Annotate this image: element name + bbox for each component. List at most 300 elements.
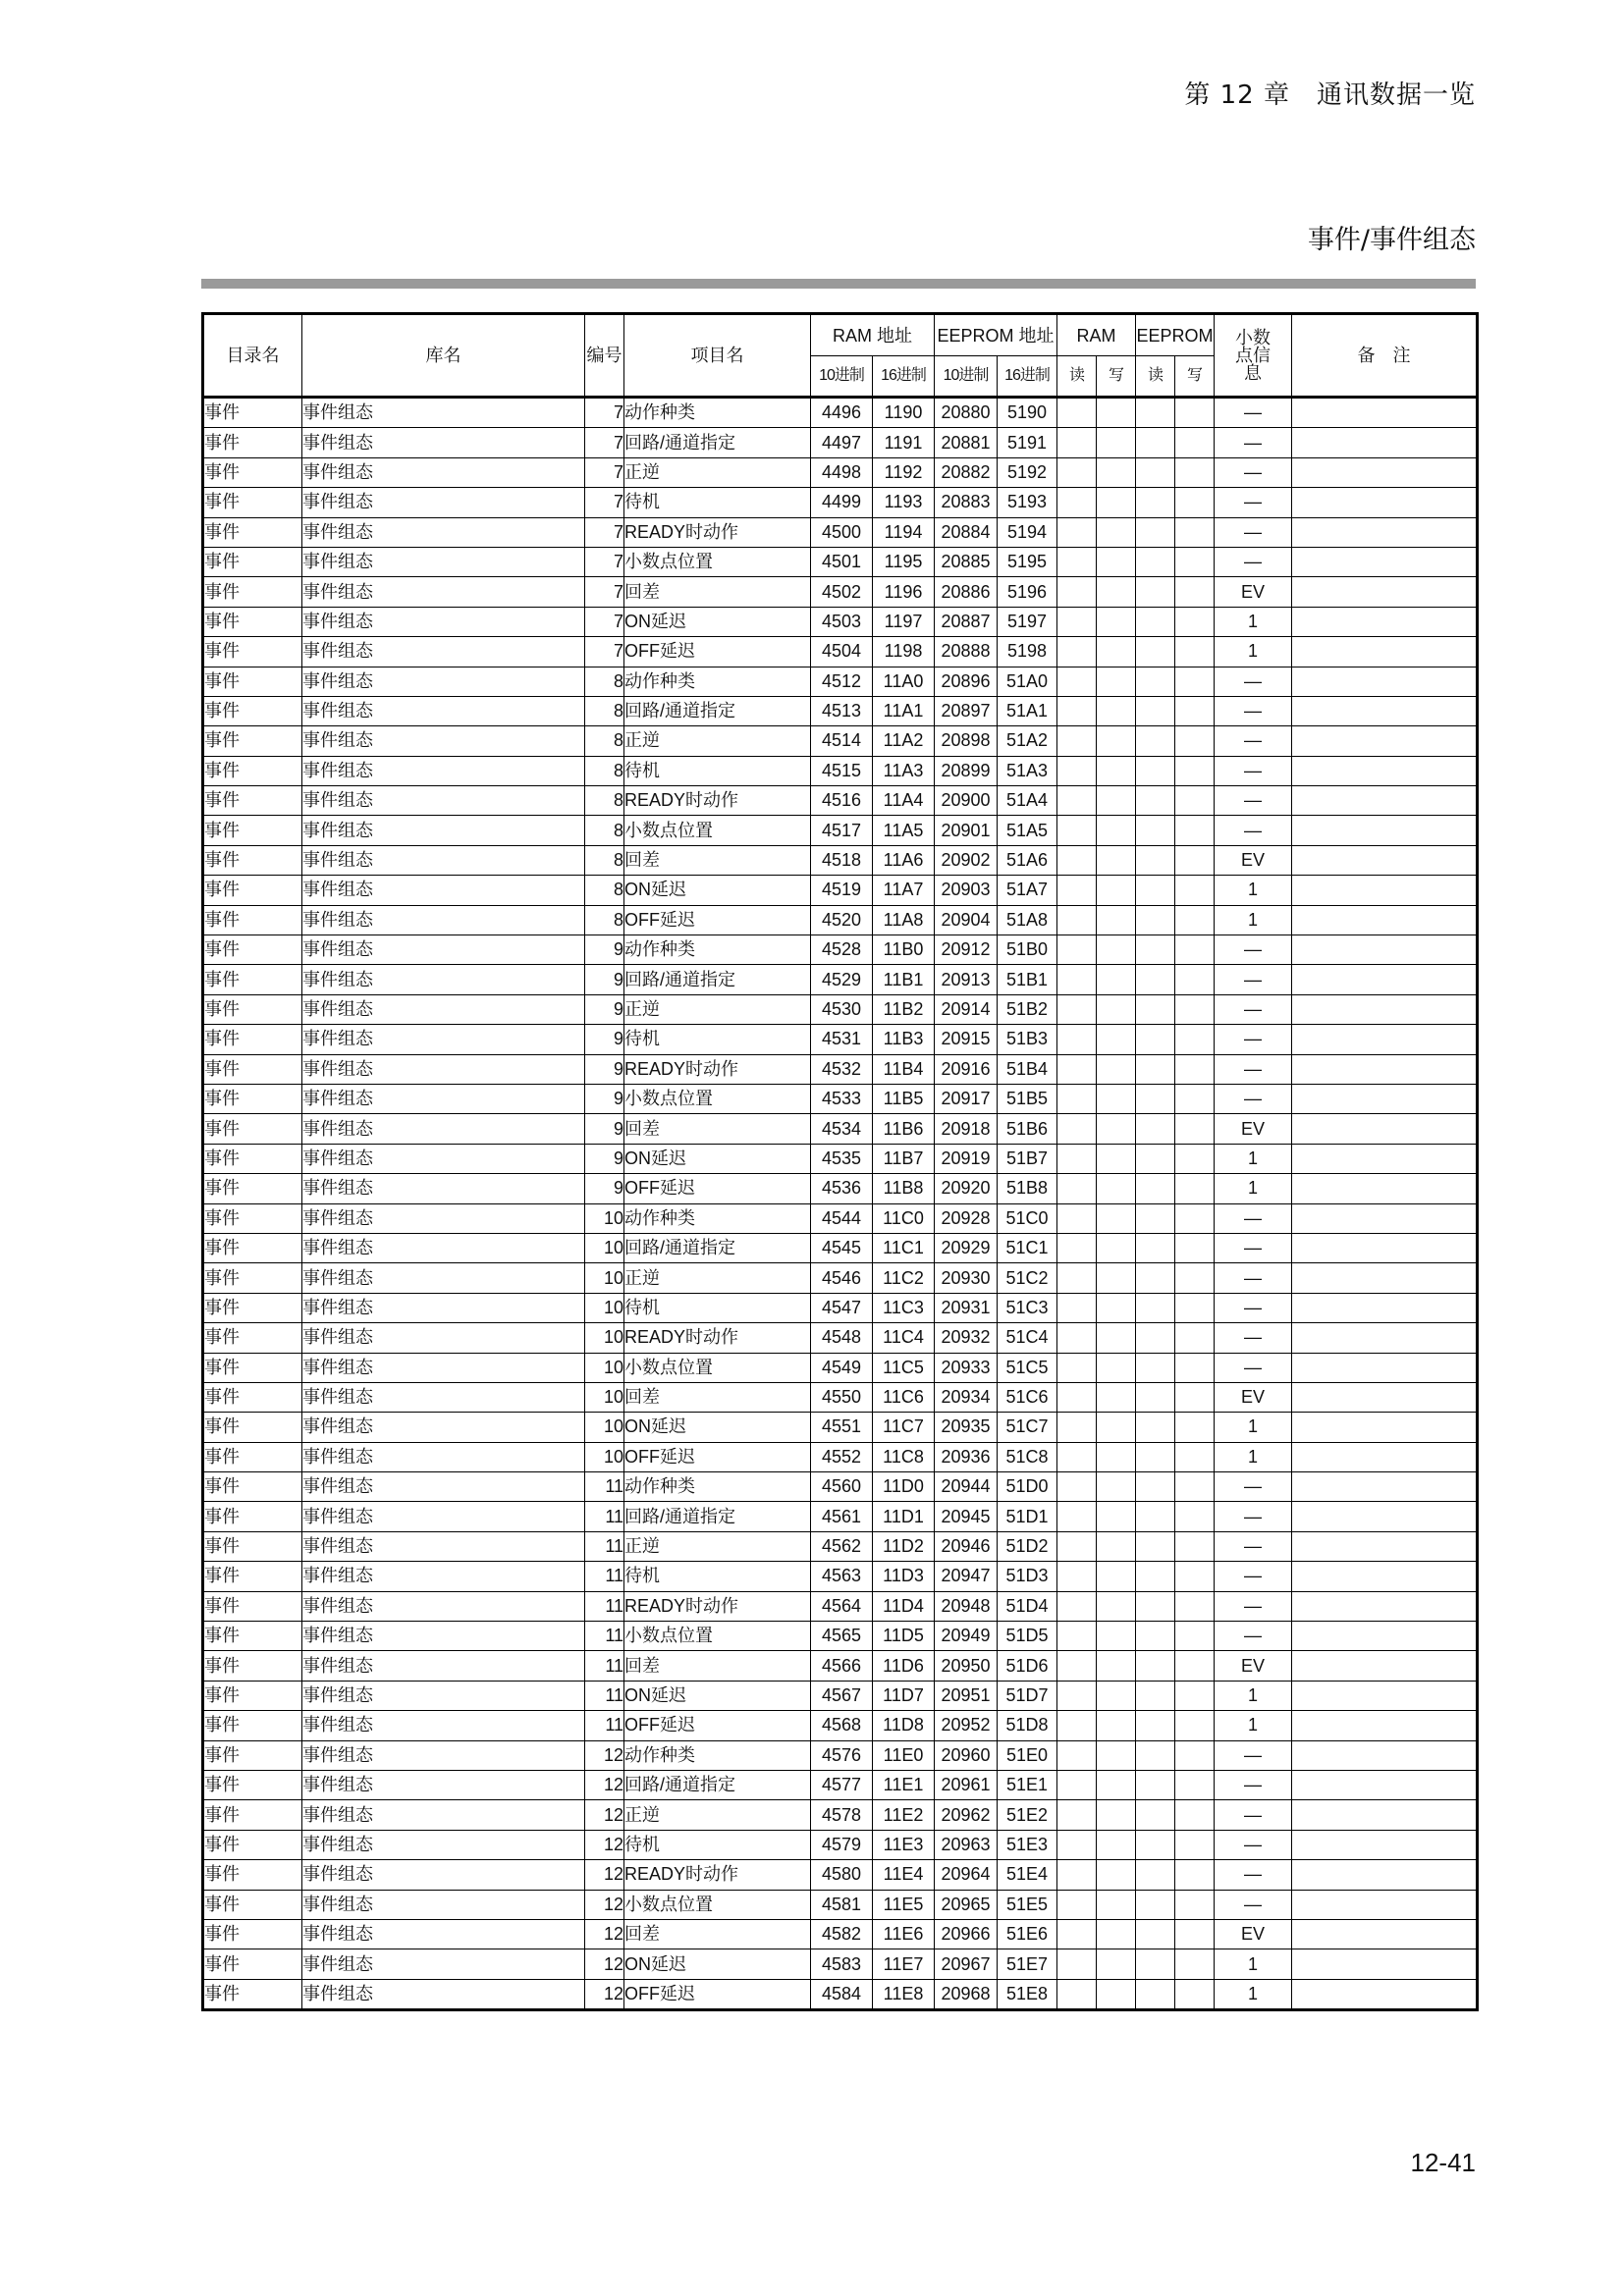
cell-eeprom-write [1175,965,1215,994]
cell-eeprom-hex: 5195 [998,547,1057,576]
cell-eeprom-hex: 5197 [998,607,1057,636]
cell-eeprom-hex: 51C5 [998,1353,1057,1382]
cell-decimal-info: — [1215,1770,1292,1799]
cell-ram-write [1097,935,1136,965]
cell-eeprom-write [1175,1979,1215,2009]
cell-ram-write [1097,1622,1136,1651]
cell-ram-hex: 11E2 [873,1800,935,1830]
cell-decimal-info: — [1215,816,1292,845]
cell-eeprom-write [1175,1174,1215,1203]
cell-number: 7 [585,577,624,607]
cell-ram-hex: 11B5 [873,1084,935,1113]
cell-eeprom-read [1136,1293,1175,1322]
cell-number: 12 [585,1770,624,1799]
cell-eeprom-write [1175,1800,1215,1830]
header-ram-address: RAM 地址 [811,314,935,356]
cell-ram-write [1097,876,1136,905]
cell-ram-dec: 4566 [811,1651,873,1681]
cell-eeprom-read [1136,1979,1175,2009]
cell-eeprom-read [1136,637,1175,667]
cell-ram-dec: 4528 [811,935,873,965]
cell-catalog: 事件 [203,1770,302,1799]
cell-ram-write [1097,577,1136,607]
cell-library: 事件组态 [302,876,585,905]
cell-ram-dec: 4584 [811,1979,873,2009]
cell-eeprom-hex: 51A1 [998,696,1057,725]
cell-eeprom-hex: 51A3 [998,756,1057,785]
cell-library: 事件组态 [302,1114,585,1144]
cell-eeprom-hex: 51B8 [998,1174,1057,1203]
cell-eeprom-dec: 20902 [935,845,998,875]
cell-eeprom-write [1175,1442,1215,1471]
cell-ram-write [1097,1890,1136,1919]
cell-ram-read [1057,547,1097,576]
cell-library: 事件组态 [302,1770,585,1799]
cell-remarks [1292,1979,1478,2009]
cell-item: 回路/通道指定 [624,1502,811,1531]
cell-eeprom-write [1175,1502,1215,1531]
table-row [203,607,1478,636]
cell-decimal-info: — [1215,1562,1292,1591]
cell-eeprom-write [1175,1054,1215,1084]
cell-eeprom-write [1175,577,1215,607]
cell-ram-dec: 4520 [811,905,873,934]
cell-ram-read [1057,1531,1097,1561]
cell-item: 回路/通道指定 [624,696,811,725]
cell-eeprom-hex: 51E0 [998,1740,1057,1770]
cell-ram-dec: 4518 [811,845,873,875]
cell-catalog: 事件 [203,1979,302,2009]
cell-ram-write [1097,1949,1136,1979]
cell-eeprom-write [1175,667,1215,696]
cell-eeprom-write [1175,1233,1215,1262]
cell-ram-read [1057,726,1097,756]
cell-eeprom-dec: 20931 [935,1293,998,1322]
cell-item: OFF延迟 [624,1711,811,1740]
cell-ram-read [1057,667,1097,696]
cell-eeprom-write [1175,1890,1215,1919]
cell-eeprom-dec: 20913 [935,965,998,994]
cell-ram-read [1057,1622,1097,1651]
cell-ram-dec: 4567 [811,1681,873,1710]
cell-item: 回路/通道指定 [624,428,811,457]
cell-ram-read [1057,1025,1097,1054]
cell-eeprom-write [1175,1949,1215,1979]
cell-item: READY时动作 [624,1054,811,1084]
cell-catalog: 事件 [203,1263,302,1293]
table-row [203,1472,1478,1502]
cell-library: 事件组态 [302,756,585,785]
cell-item: 动作种类 [624,667,811,696]
cell-remarks [1292,488,1478,517]
cell-item: 回差 [624,1919,811,1949]
cell-eeprom-hex: 51E1 [998,1770,1057,1799]
cell-item: 动作种类 [624,1740,811,1770]
cell-library: 事件组态 [302,935,585,965]
cell-remarks [1292,457,1478,487]
cell-ram-hex: 11B6 [873,1114,935,1144]
cell-ram-read [1057,1233,1097,1262]
cell-ram-write [1097,1323,1136,1353]
cell-eeprom-dec: 20920 [935,1174,998,1203]
cell-catalog: 事件 [203,756,302,785]
cell-ram-hex: 11C7 [873,1413,935,1442]
table-row [203,756,1478,785]
cell-catalog: 事件 [203,607,302,636]
cell-item: 待机 [624,488,811,517]
cell-remarks [1292,1651,1478,1681]
cell-decimal-info: — [1215,965,1292,994]
cell-number: 11 [585,1591,624,1621]
cell-number: 10 [585,1353,624,1382]
header-ram-dec: 10进制 [811,356,873,398]
cell-eeprom-write [1175,1144,1215,1173]
cell-eeprom-hex: 51C0 [998,1203,1057,1233]
cell-library: 事件组态 [302,1979,585,2009]
cell-ram-hex: 11E7 [873,1949,935,1979]
cell-eeprom-write [1175,1681,1215,1710]
cell-ram-dec: 4565 [811,1622,873,1651]
table-row [203,1025,1478,1054]
cell-remarks [1292,1800,1478,1830]
cell-ram-dec: 4516 [811,786,873,816]
cell-eeprom-hex: 51D7 [998,1681,1057,1710]
cell-eeprom-read [1136,1382,1175,1412]
table-row [203,1203,1478,1233]
cell-library: 事件组态 [302,428,585,457]
cell-item: 小数点位置 [624,1890,811,1919]
cell-catalog: 事件 [203,1531,302,1561]
cell-remarks [1292,816,1478,845]
cell-item: OFF延迟 [624,637,811,667]
cell-ram-read [1057,1919,1097,1949]
cell-item: 待机 [624,1025,811,1054]
cell-decimal-info: — [1215,935,1292,965]
cell-ram-read [1057,1054,1097,1084]
cell-eeprom-read [1136,667,1175,696]
cell-ram-read [1057,1323,1097,1353]
cell-decimal-info: — [1215,1622,1292,1651]
cell-item: 正逆 [624,1531,811,1561]
cell-eeprom-read [1136,1323,1175,1353]
cell-number: 7 [585,517,624,547]
cell-ram-read [1057,1979,1097,2009]
cell-library: 事件组态 [302,457,585,487]
cell-ram-write [1097,1144,1136,1173]
cell-decimal-info: EV [1215,1382,1292,1412]
cell-library: 事件组态 [302,845,585,875]
cell-item: 小数点位置 [624,816,811,845]
cell-ram-dec: 4563 [811,1562,873,1591]
cell-eeprom-write [1175,816,1215,845]
cell-eeprom-write [1175,1860,1215,1890]
cell-eeprom-write [1175,1382,1215,1412]
cell-decimal-info: — [1215,1472,1292,1502]
cell-ram-read [1057,1800,1097,1830]
table-row [203,1323,1478,1353]
cell-eeprom-hex: 51E6 [998,1919,1057,1949]
cell-ram-dec: 4535 [811,1144,873,1173]
cell-eeprom-hex: 5193 [998,488,1057,517]
cell-number: 9 [585,1144,624,1173]
cell-remarks [1292,786,1478,816]
cell-ram-hex: 11B8 [873,1174,935,1203]
cell-eeprom-write [1175,756,1215,785]
cell-catalog: 事件 [203,1860,302,1890]
cell-number: 9 [585,1054,624,1084]
table-row [203,1531,1478,1561]
cell-eeprom-hex: 51A2 [998,726,1057,756]
cell-catalog: 事件 [203,1472,302,1502]
table-row [203,905,1478,934]
cell-ram-hex: 11A8 [873,905,935,934]
cell-eeprom-hex: 51B7 [998,1144,1057,1173]
header-eeprom: EEPROM [1136,314,1215,356]
cell-item: OFF延迟 [624,1174,811,1203]
cell-decimal-info: — [1215,1054,1292,1084]
cell-eeprom-dec: 20963 [935,1830,998,1859]
header-eeprom-address: EEPROM 地址 [935,314,1057,356]
cell-catalog: 事件 [203,905,302,934]
cell-number: 9 [585,1174,624,1203]
cell-decimal-info: 1 [1215,1979,1292,2009]
cell-item: 回差 [624,845,811,875]
cell-number: 8 [585,726,624,756]
cell-library: 事件组态 [302,547,585,576]
cell-ram-read [1057,1382,1097,1412]
cell-ram-hex: 11B7 [873,1144,935,1173]
cell-eeprom-read [1136,1263,1175,1293]
cell-catalog: 事件 [203,1054,302,1084]
cell-eeprom-hex: 5194 [998,517,1057,547]
cell-decimal-info: — [1215,488,1292,517]
cell-decimal-info: — [1215,696,1292,725]
cell-eeprom-read [1136,517,1175,547]
cell-ram-write [1097,1174,1136,1203]
cell-ram-write [1097,816,1136,845]
cell-ram-dec: 4498 [811,457,873,487]
cell-number: 11 [585,1681,624,1710]
cell-eeprom-read [1136,1919,1175,1949]
cell-decimal-info: — [1215,1263,1292,1293]
cell-eeprom-write [1175,1293,1215,1322]
cell-decimal-info: — [1215,1860,1292,1890]
cell-eeprom-read [1136,1622,1175,1651]
cell-eeprom-read [1136,1353,1175,1382]
cell-library: 事件组态 [302,994,585,1024]
cell-decimal-info: 1 [1215,1413,1292,1442]
cell-eeprom-read [1136,1413,1175,1442]
cell-decimal-info: — [1215,1323,1292,1353]
table-row [203,1562,1478,1591]
cell-decimal-info: — [1215,1353,1292,1382]
cell-library: 事件组态 [302,1174,585,1203]
cell-catalog: 事件 [203,637,302,667]
cell-number: 8 [585,816,624,845]
cell-remarks [1292,935,1478,965]
cell-ram-read [1057,1413,1097,1442]
table-row [203,1979,1478,2009]
cell-ram-hex: 11B1 [873,965,935,994]
table-row [203,1174,1478,1203]
cell-remarks [1292,1025,1478,1054]
cell-decimal-info: — [1215,1740,1292,1770]
cell-eeprom-read [1136,1203,1175,1233]
cell-ram-hex: 11D2 [873,1531,935,1561]
cell-eeprom-dec: 20930 [935,1263,998,1293]
cell-library: 事件组态 [302,1203,585,1233]
cell-ram-write [1097,696,1136,725]
table-row [203,667,1478,696]
cell-eeprom-write [1175,1651,1215,1681]
cell-library: 事件组态 [302,816,585,845]
cell-decimal-info: EV [1215,1114,1292,1144]
cell-remarks [1292,667,1478,696]
cell-eeprom-dec: 20947 [935,1562,998,1591]
cell-eeprom-write [1175,1203,1215,1233]
cell-library: 事件组态 [302,1442,585,1471]
table-row [203,816,1478,845]
cell-eeprom-hex: 51D4 [998,1591,1057,1621]
cell-eeprom-write [1175,876,1215,905]
table-row [203,1382,1478,1412]
cell-ram-write [1097,1084,1136,1113]
cell-ram-hex: 11A6 [873,845,935,875]
cell-eeprom-hex: 51C2 [998,1263,1057,1293]
cell-eeprom-write [1175,1770,1215,1799]
cell-eeprom-write [1175,905,1215,934]
cell-eeprom-dec: 20881 [935,428,998,457]
cell-eeprom-write [1175,1622,1215,1651]
cell-ram-write [1097,1353,1136,1382]
cell-ram-dec: 4533 [811,1084,873,1113]
cell-decimal-info: — [1215,726,1292,756]
cell-ram-hex: 11A3 [873,756,935,785]
table-row [203,1353,1478,1382]
cell-eeprom-dec: 20934 [935,1382,998,1412]
cell-catalog: 事件 [203,1622,302,1651]
cell-number: 7 [585,457,624,487]
cell-eeprom-dec: 20886 [935,577,998,607]
cell-ram-write [1097,994,1136,1024]
table-row [203,994,1478,1024]
cell-eeprom-read [1136,1800,1175,1830]
cell-item: 动作种类 [624,398,811,428]
cell-eeprom-write [1175,637,1215,667]
cell-eeprom-dec: 20949 [935,1622,998,1651]
cell-item: READY时动作 [624,1860,811,1890]
cell-remarks [1292,1591,1478,1621]
cell-eeprom-read [1136,1711,1175,1740]
header-ram-hex: 16进制 [873,356,935,398]
cell-eeprom-dec: 20897 [935,696,998,725]
cell-ram-write [1097,488,1136,517]
cell-eeprom-read [1136,696,1175,725]
cell-ram-read [1057,1144,1097,1173]
cell-eeprom-read [1136,1144,1175,1173]
cell-ram-dec: 4502 [811,577,873,607]
cell-catalog: 事件 [203,1353,302,1382]
cell-item: 动作种类 [624,1472,811,1502]
cell-eeprom-hex: 5191 [998,428,1057,457]
cell-number: 11 [585,1711,624,1740]
cell-number: 8 [585,786,624,816]
cell-eeprom-hex: 51D5 [998,1622,1057,1651]
table-row [203,1233,1478,1262]
cell-eeprom-read [1136,1472,1175,1502]
cell-ram-read [1057,816,1097,845]
cell-ram-dec: 4532 [811,1054,873,1084]
cell-catalog: 事件 [203,816,302,845]
cell-eeprom-read [1136,965,1175,994]
cell-eeprom-read [1136,1025,1175,1054]
cell-eeprom-hex: 51C4 [998,1323,1057,1353]
cell-ram-hex: 1197 [873,607,935,636]
cell-library: 事件组态 [302,1591,585,1621]
table-row [203,1263,1478,1293]
cell-ram-write [1097,637,1136,667]
cell-decimal-info: EV [1215,1919,1292,1949]
cell-item: 回差 [624,1382,811,1412]
cell-remarks [1292,965,1478,994]
cell-ram-write [1097,398,1136,428]
cell-eeprom-dec: 20882 [935,457,998,487]
cell-ram-hex: 11E0 [873,1740,935,1770]
cell-eeprom-hex: 51E5 [998,1890,1057,1919]
header-eeprom-dec: 10进制 [935,356,998,398]
cell-ram-dec: 4560 [811,1472,873,1502]
cell-eeprom-read [1136,1830,1175,1859]
cell-catalog: 事件 [203,1740,302,1770]
cell-ram-hex: 11D7 [873,1681,935,1710]
cell-ram-read [1057,1740,1097,1770]
cell-eeprom-dec: 20933 [935,1353,998,1382]
cell-ram-write [1097,1830,1136,1859]
cell-library: 事件组态 [302,1562,585,1591]
cell-ram-write [1097,1800,1136,1830]
table-row [203,1054,1478,1084]
cell-ram-read [1057,1949,1097,1979]
table-row [203,1711,1478,1740]
table-row [203,1651,1478,1681]
cell-ram-write [1097,1770,1136,1799]
cell-remarks [1292,1203,1478,1233]
cell-catalog: 事件 [203,786,302,816]
cell-eeprom-dec: 20965 [935,1890,998,1919]
cell-remarks [1292,637,1478,667]
cell-eeprom-read [1136,1054,1175,1084]
cell-catalog: 事件 [203,457,302,487]
cell-eeprom-hex: 51A0 [998,667,1057,696]
cell-item: ON延迟 [624,1144,811,1173]
cell-ram-dec: 4514 [811,726,873,756]
cell-number: 8 [585,905,624,934]
cell-eeprom-hex: 51C7 [998,1413,1057,1442]
cell-library: 事件组态 [302,1293,585,1322]
cell-ram-read [1057,1681,1097,1710]
cell-decimal-info: — [1215,1084,1292,1113]
cell-eeprom-read [1136,935,1175,965]
cell-ram-read [1057,577,1097,607]
cell-ram-hex: 11E6 [873,1919,935,1949]
cell-decimal-info: — [1215,1800,1292,1830]
cell-eeprom-dec: 20887 [935,607,998,636]
cell-catalog: 事件 [203,1711,302,1740]
table-row [203,577,1478,607]
cell-item: ON延迟 [624,1949,811,1979]
cell-remarks [1292,1114,1478,1144]
chapter-title: 第 12 章 通讯数据一览 [1184,80,1476,110]
